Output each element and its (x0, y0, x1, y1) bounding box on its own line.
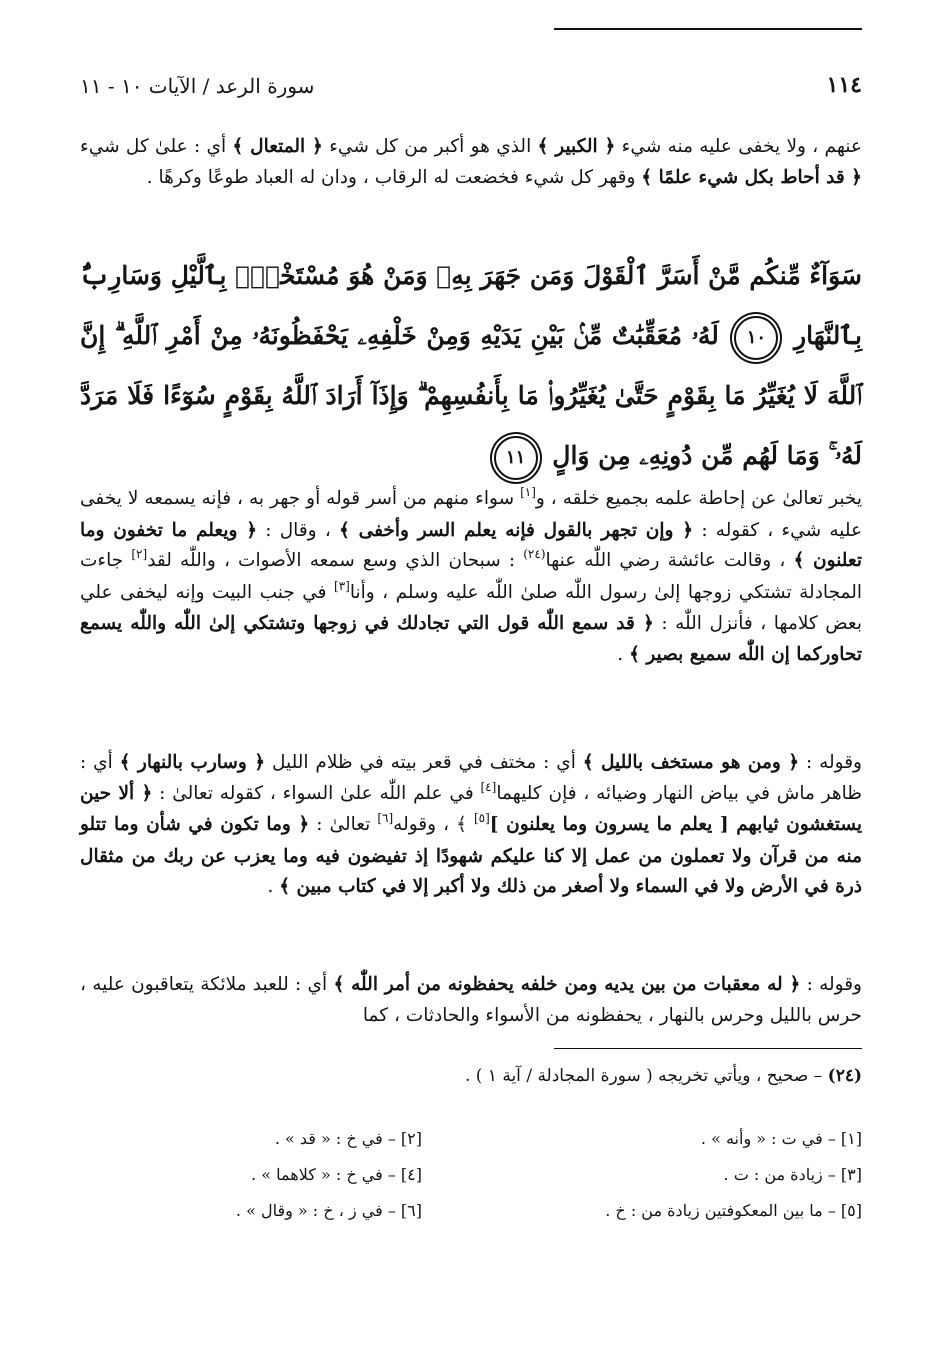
quote: ﴿ ومن هو مستخف بالليل ﴾ (582, 752, 800, 773)
text: : سبحان الذي وسع سمعه الأصوات ، واللّٰه لقد (147, 550, 516, 571)
text: جاءت المجادلة تشتكي زوجها إلىٰ رسول اللّٰه صلىٰ اللّٰه عليه وسلم ، وأنا (80, 550, 862, 603)
text: ﴾ ، وقوله (393, 814, 467, 835)
variant-ref: [٤] (480, 779, 497, 794)
text: وقهر كل شيء فخضعت له الرقاب ، ودان له العباد طوعًا وكرهًا . (146, 166, 636, 188)
text: يخبر تعالىٰ عن إحاطة علمه بجميع خلقه ، و (535, 488, 862, 509)
text: في علم اللّٰه علىٰ السواء ، كقوله تعالىٰ : (159, 782, 474, 804)
page-number: ١١٤ (826, 72, 862, 98)
quote: ﴿ وإن تجهر بالقول فإنه يعلم السر وأخفى ﴾ (339, 519, 694, 541)
footnote-ref: (٢٤) (523, 547, 546, 561)
variant-ref: [٢] (131, 547, 148, 561)
footnote-number: (٢٤) (827, 1066, 862, 1086)
running-head: سورة الرعد / الآيات ١٠ - ١١ (80, 74, 315, 98)
text: . (267, 876, 274, 897)
quote: ﴿ ويعلم ما تخفون وما تعلنون ﴾ (80, 519, 862, 571)
variant-note-5: [٥] – ما بين المعكوفتين زيادة من : خ . (605, 1201, 862, 1220)
text: أي : ظاهر ماش في بياض النهار وضيائه ، فإن كليهما (80, 752, 862, 804)
paragraph-4 (80, 970, 862, 1031)
variant-note-4: [٤] – في خ : « كلاهما » . (251, 1165, 422, 1184)
quote: ﴿ وما تكون في شأن وما تتلو منه من قرآن ولا تعملون من عمل إلا كنا عليكم شهودًا إذ تفيضون فيه وما يعزب عن ربك من مثقال ذرة في الأرض ولا في السماء ولا أصغر من ذلك ولا أكبر إلا في كتاب مبين ﴾ (80, 814, 862, 897)
quote: ﴿ قد أحاط بكل شيء علمًا ﴾ (641, 166, 862, 188)
header-rule (554, 28, 862, 30)
text: سواء منهم من أسر قوله أو جهر به ، فإنه يسمعه لا يخفى عليه شيء ، كقوله : (80, 488, 862, 541)
footnote-rule (554, 1048, 862, 1049)
variant-ref: [١] (520, 485, 536, 499)
text: ، وقال : (265, 519, 331, 541)
ayah-number-11: ١١ (494, 436, 538, 480)
ayah-number-10: ١٠ (734, 316, 778, 360)
text: تعالىٰ : (316, 814, 371, 835)
text: في جنب البيت وإنه ليخفى علي بعض كلامها ، فأنزل اللّٰه : (80, 581, 862, 634)
text: وقوله : (805, 752, 862, 773)
quote: ﴿ الكبير ﴾ (537, 136, 616, 157)
verse-10: سَوَآءٌ مِّنكُم مَّنْ أَسَرَّ ٱلْقَوْلَ وَمَن جَهَرَ بِهِۦ وَمَنْ هُوَ مُسْتَخْفٍۭ بِٱلَّيْلِ وَسَارِبٌۢ بِٱلنَّهَارِ (80, 261, 862, 350)
footnote-24 (80, 1066, 862, 1086)
paragraph-2 (80, 484, 862, 670)
text: أي : علىٰ كل شيء (80, 136, 227, 157)
text: ، وقالت عائشة رضي اللّٰه عنها (545, 550, 786, 571)
quran-verses (80, 246, 862, 486)
verse-11: لَهُۥ مُعَقِّبَٰتٌ مِّنۢ بَيْنِ يَدَيْهِ وَمِنْ خَلْفِهِۦ يَحْفَظُونَهُۥ مِنْ أَمْرِ ٱللَّهِ ۗ إِنَّ ٱللَّهَ لَا يُغَيِّرُ مَا بِقَوْمٍ حَتَّىٰ يُغَيِّرُوا۟ مَا بِأَنفُسِهِمْ ۗ وَإِذَآ أَرَادَ ٱللَّهُ بِقَوْمٍ سُوٓءًا فَلَا مَرَدَّ لَهُۥ ۚ وَمَا لَهُم مِّن دُونِهِۦ مِن وَالٍ (80, 321, 862, 470)
variant-note-6: [٦] – في ز ، خ : « وقال » . (235, 1201, 422, 1220)
page-header (80, 72, 862, 102)
text: . (617, 643, 624, 665)
footnote-text: – صحيح ، ويأتي تخريجه ( سورة المجادلة / آية ١ ) . (464, 1066, 823, 1086)
paragraph-1 (80, 132, 862, 193)
text: أي : للعبد ملائكة يتعاقبون عليه ، حرس بالليل وحرس بالنهار ، يحفظونه من الأسواء والحادثات ، كما (80, 974, 862, 1026)
text: وقوله : (806, 974, 862, 995)
variant-ref: [٣] (334, 578, 350, 593)
text: عنهم ، ولا يخفى عليه منه شيء (621, 136, 862, 157)
quote: ﴿ وسارب بالنهار ﴾ (119, 752, 266, 773)
quote: ﴿ ألا حين يستغشون ثيابهم [ يعلم ما يسرون وما يعلنون ] (80, 782, 862, 835)
variant-note-3: [٣] – زيادة من : ت . (723, 1165, 862, 1184)
quote: ﴿ قد سمع اللّٰه قول التي تجادلك في زوجها وتشتكي إلىٰ اللّٰه واللّٰه يسمع تحاوركما إن اللّٰه سميع بصير ﴾ (80, 613, 862, 665)
text: الذي هو أكبر من كل شيء (329, 136, 532, 157)
variant-notes (80, 1127, 862, 1237)
paragraph-3 (80, 748, 862, 903)
variant-ref: [٦] (377, 811, 394, 825)
quote: ﴿ المتعال ﴾ (232, 136, 323, 157)
variant-ref: [٥] (473, 811, 490, 825)
variant-note-2: [٢] – في خ : « قد » . (274, 1129, 422, 1148)
text: أي : مختف في قعر بيته في ظلام الليل (272, 752, 576, 773)
quote: ﴿ له معقبات من بين يديه ومن خلفه يحفظونه من أمر اللّٰه ﴾ (333, 974, 801, 995)
variant-note-1: [١] – في ت : « وأنه » . (700, 1129, 862, 1148)
